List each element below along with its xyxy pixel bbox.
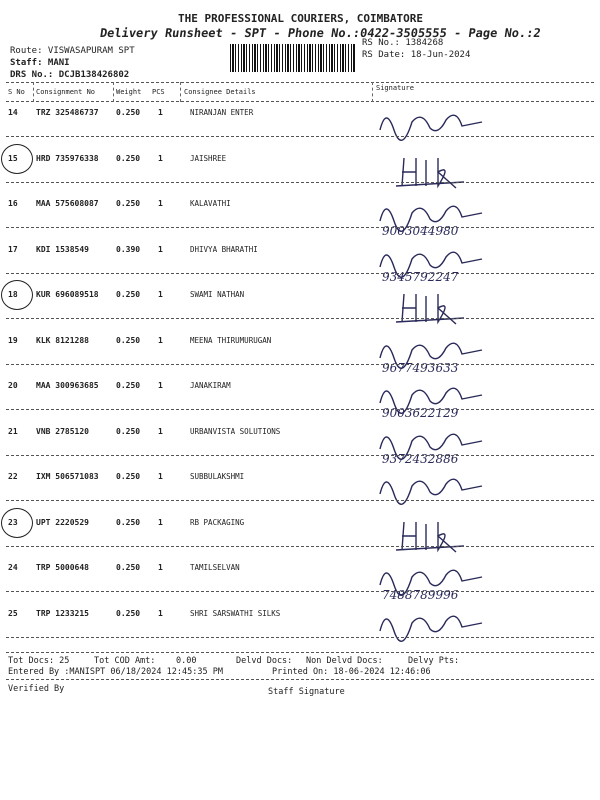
runsheet-subtitle: Delivery Runsheet - SPT - Phone No.:0422-3505555 - Page No.:2 <box>99 26 542 40</box>
row-pcs: 1 <box>158 427 163 436</box>
row-consignee: SUBBULAKSHMI <box>190 472 245 481</box>
row-weight: 0.250 <box>116 108 141 117</box>
row-divider <box>6 227 594 228</box>
handwritten-signature <box>372 100 522 148</box>
row-weight: 0.250 <box>116 199 141 208</box>
row-divider <box>6 409 594 410</box>
handwritten-signature <box>372 373 522 421</box>
row-consignee: MEENA THIRUMURUGAN <box>190 336 272 345</box>
row-consignment-no: VNB 2785120 <box>36 427 89 436</box>
row-consignment-no: MAA 300963685 <box>36 381 99 390</box>
row-weight: 0.250 <box>116 563 141 572</box>
row-sno: 22 <box>8 472 18 481</box>
row-sno: 19 <box>8 336 18 345</box>
row-weight: 0.250 <box>116 609 141 618</box>
row-pcs: 1 <box>158 609 163 618</box>
handwritten-signature <box>372 237 522 285</box>
col-header-pcs: PCS <box>152 88 165 96</box>
row-weight: 0.250 <box>116 518 141 527</box>
row-pcs: 1 <box>158 336 163 345</box>
printed-on: Printed On: 18-06-2024 12:46:06 <box>272 667 431 677</box>
row-pcs: 1 <box>158 199 163 208</box>
row-pcs: 1 <box>158 154 163 163</box>
row-weight: 0.250 <box>116 427 141 436</box>
row-divider <box>6 455 594 456</box>
staff-signature-label: Staff Signature <box>268 687 345 697</box>
row-consignment-no: KLK 8121288 <box>36 336 89 345</box>
row-sno: 21 <box>8 427 18 436</box>
row-consignment-no: HRD 735976338 <box>36 154 99 163</box>
col-header-weight: Weight <box>116 88 142 96</box>
rs-date: RS Date: 18-Jun-2024 <box>362 50 471 60</box>
column-divider <box>33 82 34 102</box>
row-weight: 0.250 <box>116 336 141 345</box>
col-header-consignment: Consignment No <box>36 88 96 96</box>
row-consignee: URBANVISTA SOLUTIONS <box>190 427 281 436</box>
row-pcs: 1 <box>158 563 163 572</box>
row-consignee: NIRANJAN ENTER <box>190 108 254 117</box>
row-divider <box>6 637 594 638</box>
handwritten-phone-number: 9003044980 <box>382 224 459 238</box>
row-sno: 14 <box>8 108 18 117</box>
header-divider-top <box>6 82 594 83</box>
row-sno: 20 <box>8 381 18 390</box>
row-divider <box>6 136 594 137</box>
row-sno: 17 <box>8 245 18 254</box>
row-consignment-no: TRZ 325486737 <box>36 108 99 117</box>
staff-label: Staff: MANI <box>10 58 70 68</box>
handwritten-signature <box>372 191 522 239</box>
signature-stroke <box>396 294 464 324</box>
verified-by: Verified By <box>8 684 65 694</box>
row-divider <box>6 500 594 501</box>
handwritten-phone-number: 9345792247 <box>382 270 459 284</box>
row-pcs: 1 <box>158 472 163 481</box>
handwritten-circle-mark <box>1 144 33 174</box>
row-consignee: JAISHREE <box>190 154 227 163</box>
row-weight: 0.390 <box>116 245 141 254</box>
handwritten-phone-number: 7488789996 <box>382 588 459 602</box>
entered-by: Entered By :MANISPT 06/18/2024 12:45:35 PM <box>8 667 223 677</box>
handwritten-signature <box>372 601 522 649</box>
row-divider <box>6 318 594 319</box>
column-divider <box>113 82 114 102</box>
row-consignment-no: MAA 575608087 <box>36 199 99 208</box>
signature-stroke <box>396 158 464 188</box>
row-pcs: 1 <box>158 245 163 254</box>
handwritten-signature <box>372 419 522 467</box>
column-divider <box>372 82 373 102</box>
handwritten-phone-number: 9677493633 <box>382 361 459 375</box>
row-weight: 0.250 <box>116 290 141 299</box>
delivered-docs: Delvd Docs: <box>236 656 293 666</box>
row-weight: 0.250 <box>116 472 141 481</box>
handwritten-signature <box>372 464 522 512</box>
row-divider <box>6 273 594 274</box>
handwritten-circle-mark <box>1 280 33 310</box>
handwritten-signature <box>372 328 522 376</box>
row-consignment-no: IXM 506571083 <box>36 472 99 481</box>
footer-divider <box>6 652 594 653</box>
row-consignee: DHIVYA BHARATHI <box>190 245 258 254</box>
row-consignee: KALAVATHI <box>190 199 231 208</box>
col-header-signature: Signature <box>376 84 414 92</box>
row-consignee: SHRI SARSWATHI SILKS <box>190 609 281 618</box>
row-divider <box>6 591 594 592</box>
row-divider <box>6 182 594 183</box>
row-pcs: 1 <box>158 518 163 527</box>
row-sno: 18 <box>8 290 18 299</box>
row-pcs: 1 <box>158 381 163 390</box>
handwritten-phone-number: 9003622129 <box>382 406 459 420</box>
handwritten-signature <box>372 146 522 194</box>
total-cod-amount: 0.00 <box>176 656 197 666</box>
row-consignee: TAMILSELVAN <box>190 563 240 572</box>
drs-number: DRS No.: DCJB138426802 <box>10 70 130 80</box>
handwritten-circle-mark <box>1 508 33 538</box>
row-consignment-no: KDI 1538549 <box>36 245 89 254</box>
row-sno: 23 <box>8 518 18 527</box>
row-consignee: RB PACKAGING <box>190 518 245 527</box>
row-consignment-no: UPT 2220529 <box>36 518 89 527</box>
total-docs: Tot Docs: 25 <box>8 656 70 666</box>
company-title: THE PROFESSIONAL COURIERS, COIMBATORE <box>178 12 424 25</box>
row-consignee: SWAMI NATHAN <box>190 290 245 299</box>
handwritten-phone-number: 9372432886 <box>382 452 459 466</box>
row-pcs: 1 <box>158 108 163 117</box>
row-consignment-no: KUR 696089518 <box>36 290 99 299</box>
non-delivered-docs: Non Delvd Docs: <box>306 656 383 666</box>
row-sno: 25 <box>8 609 18 618</box>
delivery-points: Delvy Pts: <box>408 656 460 666</box>
footer-divider-2 <box>6 679 594 680</box>
column-divider <box>180 82 181 102</box>
row-divider <box>6 364 594 365</box>
col-header-sno: S No <box>8 88 25 96</box>
handwritten-signature <box>372 510 522 558</box>
row-consignment-no: TRP 5000648 <box>36 563 89 572</box>
total-cod-label: Tot COD Amt: <box>94 656 156 666</box>
row-sno: 16 <box>8 199 18 208</box>
row-consignment-no: TRP 1233215 <box>36 609 89 618</box>
row-sno: 15 <box>8 154 18 163</box>
row-weight: 0.250 <box>116 154 141 163</box>
col-header-consignee: Consignee Details <box>184 88 256 96</box>
route-label: Route: VISWASAPURAM SPT <box>10 46 135 56</box>
barcode <box>230 44 356 72</box>
row-weight: 0.250 <box>116 381 141 390</box>
rs-number: RS No.: 1384268 <box>362 38 444 48</box>
row-consignee: JANAKIRAM <box>190 381 231 390</box>
handwritten-signature <box>372 555 522 603</box>
handwritten-signature <box>372 282 522 330</box>
row-sno: 24 <box>8 563 18 572</box>
signature-stroke <box>396 522 464 552</box>
row-pcs: 1 <box>158 290 163 299</box>
row-divider <box>6 546 594 547</box>
